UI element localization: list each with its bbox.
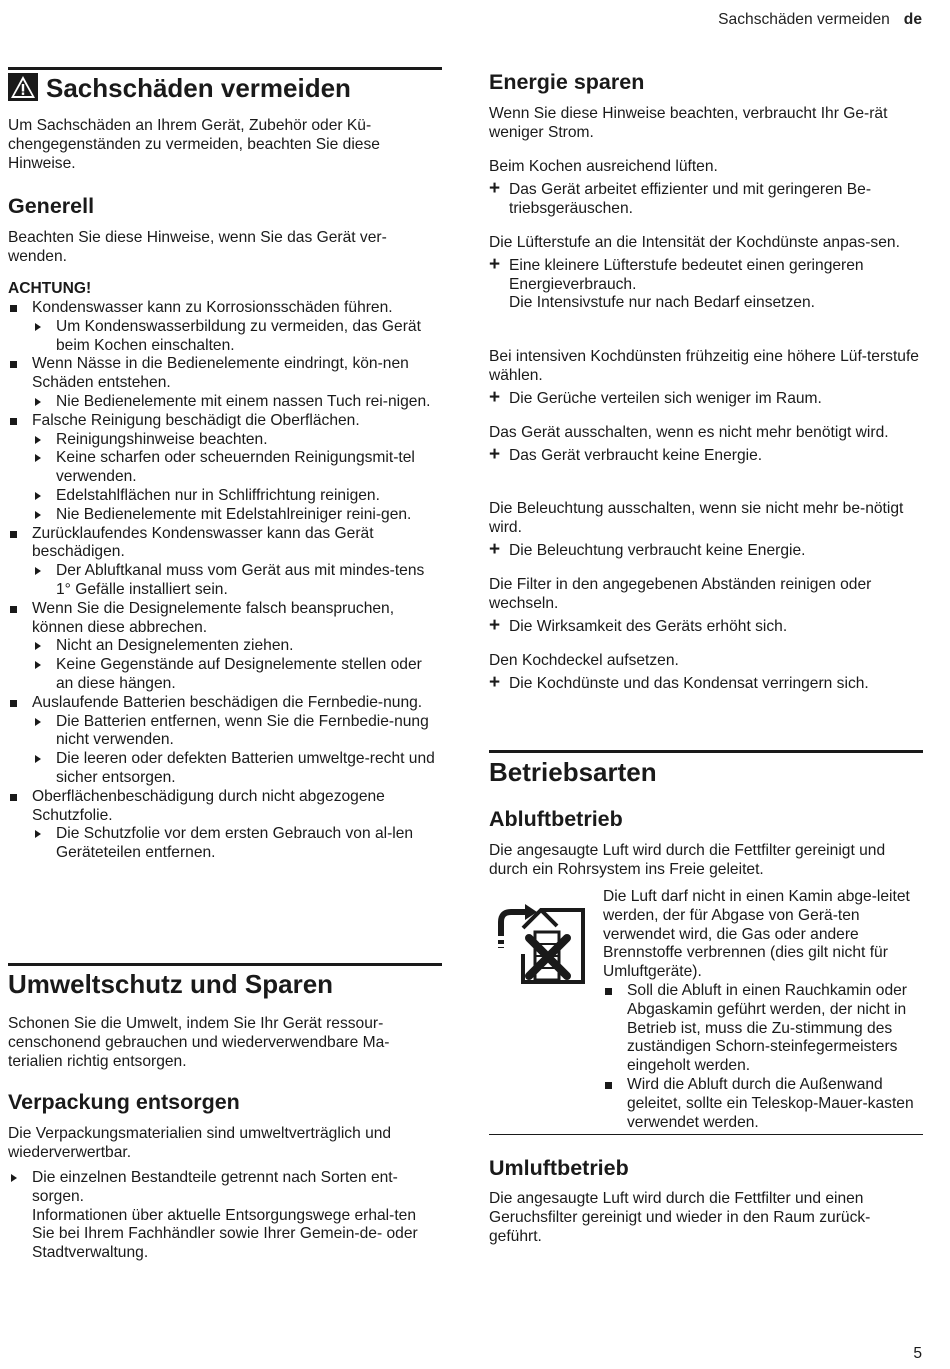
sub-list	[32, 393, 442, 412]
notice-content	[603, 888, 923, 1132]
sub-list	[32, 713, 442, 788]
section-sachschaeden	[8, 73, 442, 103]
result-list	[489, 447, 923, 466]
section-rule	[489, 750, 923, 753]
list-item: Kondenswasser kann zu Korrosionsschäden führen. Um Kondenswasserbildung zu vermeiden, das Gerät beim Kochen einschalten.	[8, 299, 442, 355]
list-item: Wenn Sie die Designelemente falsch beanspruchen, können diese abbrechen. Nicht an Designelementen ziehen. Keine Gegenstände auf Designelemente stellen oder an diese hängen.	[8, 600, 442, 694]
list-item: Wird die Abluft durch die Außenwand geleitet, sollte ein Teleskop-Mauer-kasten verwendet werden.	[603, 1076, 923, 1132]
running-header	[718, 11, 922, 30]
section-title-text: Sachschäden vermeiden	[46, 73, 351, 103]
list-item: Keine Gegenstände auf Designelemente stellen oder an diese hängen.	[32, 656, 442, 694]
abluft-notice	[489, 888, 923, 1135]
achtung-label: ACHTUNG!	[8, 280, 92, 297]
list-item: + Die Gerüche verteilen sich weniger im Raum.	[489, 390, 923, 409]
generell-intro: Beachten Sie diese Hinweise, wenn Sie das Gerät ver-wenden.	[8, 229, 387, 265]
section-title-betriebsarten: Betriebsarten	[489, 757, 657, 787]
result-list	[489, 542, 923, 561]
list-item: + Die Beleuchtung verbraucht keine Energie.	[489, 542, 923, 561]
no-gas-chimney-icon	[495, 892, 587, 984]
energie-tip: Beim Kochen ausreichend lüften. + Das Gerät arbeitet effizienter und mit geringeren Be-triebsgeräuschen.	[489, 158, 923, 218]
result-list	[489, 390, 923, 409]
result-list	[489, 181, 923, 219]
result-list	[489, 618, 923, 637]
result-list	[489, 675, 923, 694]
list-item: + Das Gerät verbraucht keine Energie.	[489, 447, 923, 466]
result-list	[489, 257, 923, 313]
page-number: 5	[913, 1345, 922, 1362]
notice-text: Die Luft darf nicht in einen Kamin abge-leitet werden, der für Abgase von Gerä-ten verwendet wird, die Gas oder andere Brennstoffe verbrennen (dies gilt nicht für Umluftgeräte).	[603, 888, 910, 981]
list-item: Zurücklaufendes Kondenswasser kann das Gerät beschädigen. Der Abluftkanal muss vom Gerät aus mit mindes-tens 1° Gefälle installiert sein.	[8, 525, 442, 600]
subsection-title-umluft: Umluftbetrieb	[489, 1156, 629, 1180]
list-item: Die leeren oder defekten Batterien umweltge-recht und sicher entsorgen.	[32, 750, 442, 788]
verpackung-steps	[8, 1169, 442, 1263]
subsection-title-generell: Generell	[8, 194, 95, 218]
list-item: Nicht an Designelementen ziehen.	[32, 637, 442, 656]
energie-tip: Den Kochdeckel aufsetzen. + Die Kochdünste und das Kondensat verringern sich.	[489, 652, 923, 694]
energie-intro: Wenn Sie diese Hinweise beachten, verbraucht Ihr Ge-rät weniger Strom.	[489, 105, 888, 141]
list-item: Soll die Abluft in einen Rauchkamin oder Abgaskamin geführt werden, der nicht in Betrieb ist, muss die Zu-stimmung des zuständigen Schorn-steinfegermeisters eingeholt werden.	[603, 982, 923, 1076]
energie-tip: Die Filter in den angegebenen Abständen reinigen oder wechseln. + Die Wirksamkeit des Geräts erhöht sich.	[489, 576, 923, 636]
sub-list	[32, 562, 442, 600]
section-title	[8, 73, 442, 103]
section-title-umweltschutz: Umweltschutz und Sparen	[8, 969, 334, 999]
energie-tip: Die Beleuchtung ausschalten, wenn sie nicht mehr be-nötigt wird. + Die Beleuchtung verbraucht keine Energie.	[489, 500, 923, 560]
list-item: Nie Bedienelemente mit einem nassen Tuch rei-nigen.	[32, 393, 442, 412]
warning-icon	[8, 73, 38, 101]
umluft-intro: Die angesaugte Luft wird durch die Fettfilter und einen Geruchsfilter gereinigt und wieder in den Raum zurück-geführt.	[489, 1190, 871, 1245]
list-item: Reinigungshinweise beachten.	[32, 431, 442, 450]
list-item: + Das Gerät arbeitet effizienter und mit geringeren Be-triebsgeräuschen.	[489, 181, 923, 219]
verpackung-intro: Die Verpackungsmaterialien sind umweltverträglich und wiederverwertbar.	[8, 1125, 392, 1161]
list-item: + Die Kochdünste und das Kondensat verringern sich.	[489, 675, 923, 694]
umweltschutz-intro: Schonen Sie die Umwelt, indem Sie Ihr Gerät ressour-censchonend gebrauchen und wiederverwendbare Ma-terialien richtig entsorgen.	[8, 1015, 390, 1070]
list-item: Der Abluftkanal muss vom Gerät aus mit mindes-tens 1° Gefälle installiert sein.	[32, 562, 442, 600]
subsection-title-abluft: Abluftbetrieb	[489, 807, 623, 831]
subsection-title-energie: Energie sparen	[489, 70, 645, 94]
subsection-title-verpackung: Verpackung entsorgen	[8, 1090, 240, 1114]
section-intro: Um Sachschäden an Ihrem Gerät, Zubehör oder Kü-chengegenständen zu vermeiden, beachten Sie diese Hinweise.	[8, 117, 380, 172]
energie-tip: Bei intensiven Kochdünsten frühzeitig eine höhere Lüf-terstufe wählen. + Die Gerüche verteilen sich weniger im Raum.	[489, 348, 923, 408]
verpackung-info: Informationen über aktuelle Entsorgungswege erhal-ten Sie bei Ihrem Fachhändler sowie Ihrer Gemein-de- oder Stadtverwaltung.	[32, 1206, 418, 1262]
list-item: Die Schutzfolie vor dem ersten Gebrauch von al-len Geräteteilen entfernen.	[32, 825, 442, 863]
list-item: Die Batterien entfernen, wenn Sie die Fernbedie-nung nicht verwenden.	[32, 713, 442, 751]
section-rule	[8, 67, 442, 70]
section-rule	[8, 963, 442, 966]
list-item: Auslaufende Batterien beschädigen die Fernbedie-nung. Die Batterien entfernen, wenn Sie die Fernbedie-nung nicht verwenden. Die leeren oder defekten Batterien umweltge-recht und sicher entsorgen.	[8, 694, 442, 788]
list-item: + Die Wirksamkeit des Geräts erhöht sich.	[489, 618, 923, 637]
sub-list	[32, 825, 442, 863]
list-item: Wenn Nässe in die Bedienelemente eindringt, kön-nen Schäden entstehen. Nie Bedienelemente mit einem nassen Tuch rei-nigen.	[8, 355, 442, 411]
language-code: de	[903, 11, 922, 28]
notice-list	[603, 982, 923, 1132]
energie-tip: Die Lüfterstufe an die Intensität der Kochdünste anpas-sen. + Eine kleinere Lüfterstufe bedeutet einen geringeren Energieverbrauch. Die Intensivstufe nur nach Bedarf einsetzen.	[489, 234, 923, 313]
running-header-title: Sachschäden vermeiden	[718, 11, 890, 28]
sub-list	[32, 637, 442, 693]
list-item: + Eine kleinere Lüfterstufe bedeutet einen geringeren Energieverbrauch. Die Intensivstufe nur nach Bedarf einsetzen.	[489, 257, 923, 313]
list-item: Edelstahlflächen nur in Schliffrichtung reinigen.	[32, 487, 442, 506]
list-item: Die einzelnen Bestandteile getrennt nach Sorten ent-sorgen. Informationen über aktuelle Entsorgungswege erhal-ten Sie bei Ihrem Fachhändler sowie Ihrer Gemein-de- oder Stadtverwaltung.	[8, 1169, 442, 1263]
sub-list	[32, 431, 442, 525]
list-item: Nie Bedienelemente mit Edelstahlreiniger reini-gen.	[32, 506, 442, 525]
list-item: Falsche Reinigung beschädigt die Oberflächen. Reinigungshinweise beachten. Keine scharfen oder scheuernden Reinigungsmit-tel verwenden. Edelstahlflächen nur in Schliffrichtung reinigen. Nie Bedienelemente mit Edelstahlreiniger reini-gen.	[8, 412, 442, 525]
achtung-list	[8, 299, 442, 863]
sub-list	[32, 318, 442, 356]
energie-tip: Das Gerät ausschalten, wenn es nicht mehr benötigt wird. + Das Gerät verbraucht keine Energie.	[489, 424, 923, 466]
list-item: Keine scharfen oder scheuernden Reinigungsmit-tel verwenden.	[32, 449, 442, 487]
list-item: Oberflächenbeschädigung durch nicht abgezogene Schutzfolie. Die Schutzfolie vor dem ersten Gebrauch von al-len Geräteteilen entfernen.	[8, 788, 442, 863]
abluft-intro: Die angesaugte Luft wird durch die Fettfilter gereinigt und durch ein Rohrsystem ins Freie geleitet.	[489, 842, 886, 878]
list-item: Um Kondenswasserbildung zu vermeiden, das Gerät beim Kochen einschalten.	[32, 318, 442, 356]
